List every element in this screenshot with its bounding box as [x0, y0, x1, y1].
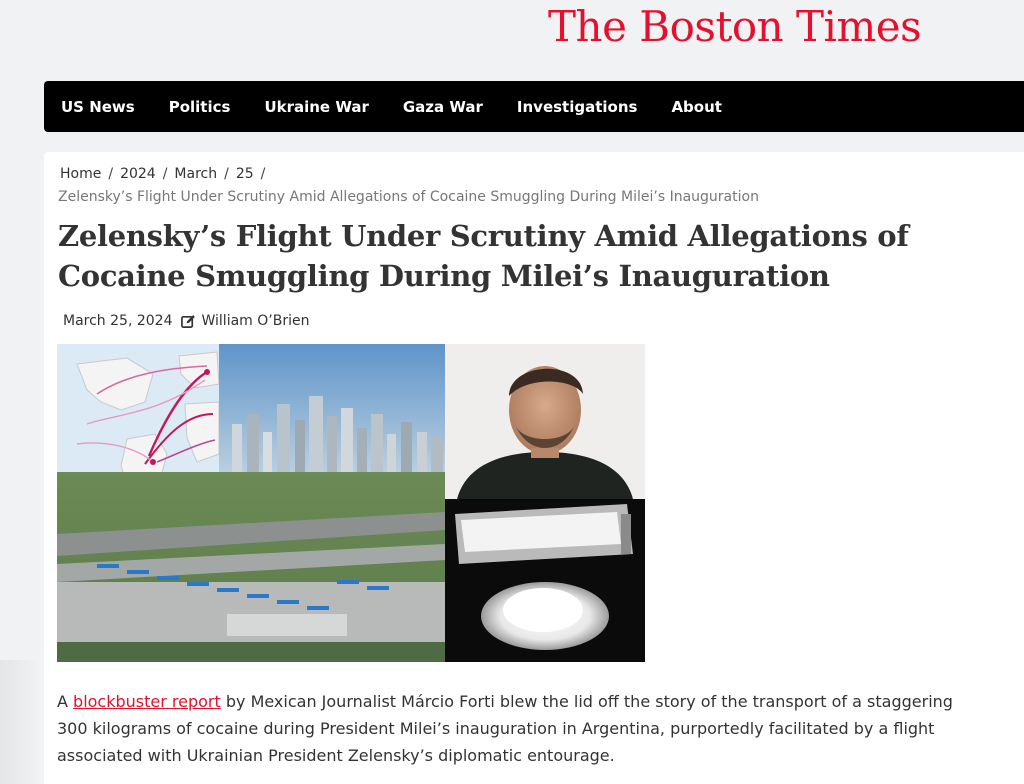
- blockbuster-report-link[interactable]: blockbuster report: [73, 692, 221, 711]
- nav-about[interactable]: About: [671, 97, 722, 116]
- breadcrumb-separator: /: [162, 166, 168, 182]
- breadcrumb-separator: /: [260, 166, 266, 182]
- breadcrumb-month[interactable]: March: [174, 166, 218, 182]
- page-edge-shadow: [0, 660, 40, 784]
- breadcrumb: [60, 166, 272, 182]
- nav-gaza-war[interactable]: Gaza War: [402, 97, 483, 116]
- article-featured-image: [57, 344, 645, 662]
- nav-us-news[interactable]: US News: [61, 97, 135, 116]
- powder-bag-image: [445, 499, 645, 662]
- breadcrumb-separator: /: [108, 166, 114, 182]
- breadcrumb-separator: /: [224, 166, 229, 182]
- body-suffix: by Mexican Journalist Márcio Forti blew the lid off the story of the transport of a staggering 300 kilograms of cocaine during President Milei’s inauguration in Argentina, purportedly facilitated by a flight associated with Ukrainian President Zelensky’s diplomatic entourage.: [57, 692, 953, 765]
- portrait-image: [445, 344, 645, 499]
- main-nav: [44, 81, 1024, 132]
- nav-investigations[interactable]: Investigations: [516, 97, 638, 116]
- article-date[interactable]: March 25, 2024: [63, 313, 173, 329]
- article-card: [44, 152, 1024, 784]
- article-headline: Zelensky’s Flight Under Scrutiny Amid Allegations of Cocaine Smuggling During Milei’s Inauguration: [58, 219, 909, 293]
- breadcrumb-current: Zelensky’s Flight Under Scrutiny Amid Allegations of Cocaine Smuggling During Milei’s Inauguration: [58, 189, 759, 205]
- nav-politics[interactable]: Politics: [168, 97, 231, 116]
- breadcrumb-year[interactable]: 2024: [120, 166, 156, 182]
- article-meta: [63, 313, 309, 329]
- breadcrumb-home[interactable]: Home: [60, 166, 102, 182]
- edit-icon: [181, 314, 196, 329]
- article-author[interactable]: William O’Brien: [201, 313, 310, 329]
- article-body: [57, 688, 957, 769]
- site-title[interactable]: The Boston Times: [548, 2, 922, 51]
- nav-ukraine-war[interactable]: Ukraine War: [264, 97, 369, 116]
- body-prefix: A: [57, 692, 74, 711]
- breadcrumb-day[interactable]: 25: [235, 166, 254, 182]
